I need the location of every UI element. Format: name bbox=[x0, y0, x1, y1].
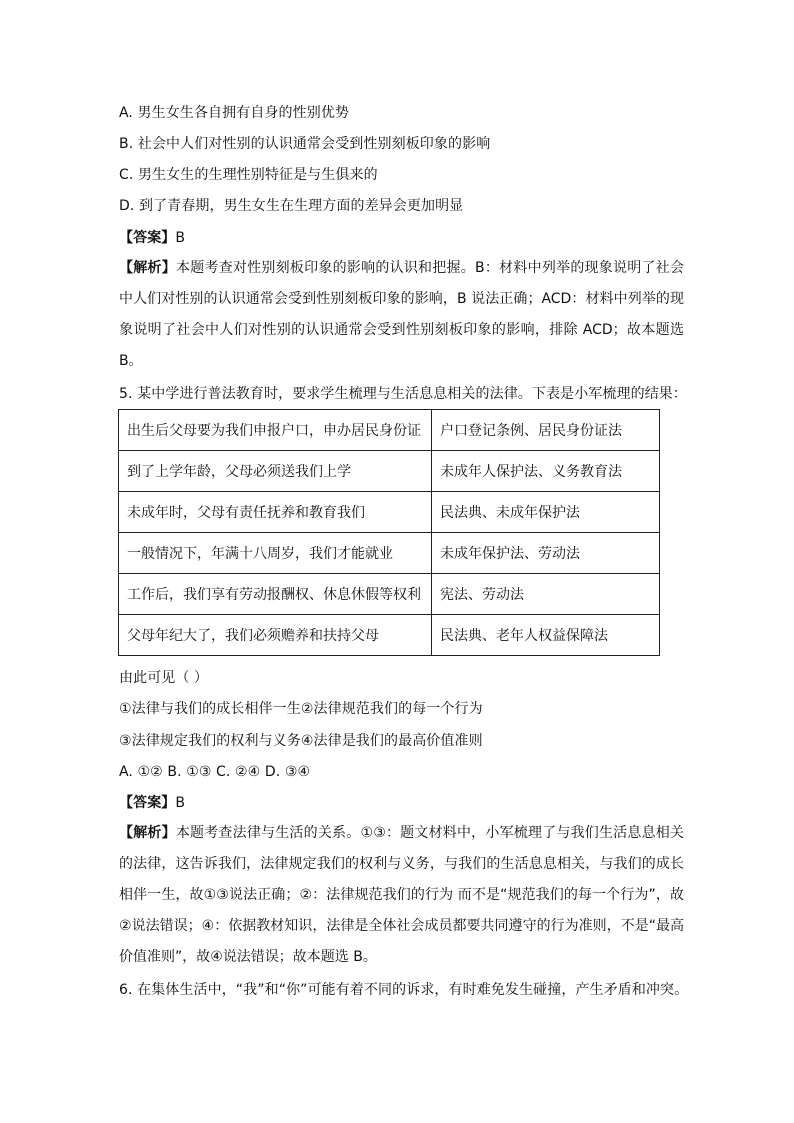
table-row bbox=[119, 410, 660, 451]
q4-option-b: B. 社会中人们对性别的认识通常会受到性别刻板印象的影响 bbox=[119, 136, 491, 152]
q5-analysis-label: 【解析】 bbox=[119, 825, 176, 841]
q4-option-c: C. 男生女生的生理性别特征是与生俱来的 bbox=[119, 167, 378, 183]
q4-answer-label: 【答案】 bbox=[119, 230, 176, 246]
q5-prompt: 由此可见（ ） bbox=[119, 670, 209, 686]
q5-analysis bbox=[119, 818, 684, 973]
q5-analysis-text: 本题考查法律与生活的关系。①③：题文材料中，小军梳理了与我们生活息息相关的法律，这告诉我们，法律规定我们的权利与义务，与我们的生活息息相关，与我们的成长相伴一生，故①③说法正确；②：法律规范我们的行为 而不是“规范我们的每一个行为”，故②说法错误；④：依据教材知识，法律是全体社会成员都要共同遵守的行为准则，不是“最高价值准则”，故④说法错误；故本题选 B。 bbox=[119, 825, 684, 965]
q6-stem: 6. 在集体生活中，“我”和“你”可能有着不同的诉求，有时难免发生碰撞，产生矛盾和冲突。 bbox=[119, 982, 689, 998]
table-row bbox=[119, 451, 660, 492]
table-cell-situation: 一般情况下，年满十八周岁，我们才能就业 bbox=[119, 533, 432, 574]
q4-analysis bbox=[119, 253, 684, 377]
table-row bbox=[119, 615, 660, 656]
law-table bbox=[118, 409, 660, 656]
table-cell-situation: 未成年时，父母有责任抚养和教育我们 bbox=[119, 492, 432, 533]
q5-answer bbox=[119, 793, 185, 813]
q5-statements-1: ①法律与我们的成长相伴一生②法律规范我们的每一个行为 bbox=[119, 701, 483, 717]
table-cell-laws: 民法典、老年人权益保障法 bbox=[432, 615, 660, 656]
table-cell-laws: 民法典、未成年保护法 bbox=[432, 492, 660, 533]
table-row bbox=[119, 533, 660, 574]
q4-analysis-label: 【解析】 bbox=[119, 260, 176, 276]
table-row bbox=[119, 574, 660, 615]
q4-analysis-text: 本题考查对性别刻板印象的影响的认识和把握。B：材料中列举的现象说明了社会中人们对性别的认识通常会受到性别刻板印象的影响，B 说法正确；ACD：材料中列举的现象说明了社会中人们对性别的认识通常会受到性别刻板印象的影响，排除 ACD；故本题选B。 bbox=[119, 260, 684, 369]
table-cell-laws: 户口登记条例、居民身份证法 bbox=[432, 410, 660, 451]
table-cell-situation: 到了上学年龄，父母必须送我们上学 bbox=[119, 451, 432, 492]
q5-statements-2: ③法律规定我们的权利与义务④法律是我们的最高价值准则 bbox=[119, 733, 483, 749]
q4-answer-value: B bbox=[175, 230, 186, 246]
table-cell-laws: 未成年人保护法、义务教育法 bbox=[432, 451, 660, 492]
table-cell-situation: 出生后父母要为我们申报户口，申办居民身份证 bbox=[119, 410, 432, 451]
q5-choices: A. ①② B. ①③ C. ②④ D. ③④ bbox=[119, 764, 311, 780]
table-row bbox=[119, 492, 660, 533]
table-cell-situation: 工作后，我们享有劳动报酬权、休息休假等权利 bbox=[119, 574, 432, 615]
q5-answer-label: 【答案】 bbox=[119, 795, 176, 811]
table-cell-situation: 父母年纪大了，我们必须赡养和扶持父母 bbox=[119, 615, 432, 656]
q5-answer-value: B bbox=[175, 795, 186, 811]
q5-stem: 5. 某中学进行普法教育时，要求学生梳理与生活息息相关的法律。下表是小军梳理的结果： bbox=[119, 386, 688, 402]
table-cell-laws: 宪法、劳动法 bbox=[432, 574, 660, 615]
q4-answer bbox=[119, 228, 185, 248]
q4-option-a: A. 男生女生各自拥有自身的性别优势 bbox=[119, 105, 350, 121]
q4-option-d: D. 到了青春期，男生女生在生理方面的差异会更加明显 bbox=[119, 198, 464, 214]
table-cell-laws: 未成年保护法、劳动法 bbox=[432, 533, 660, 574]
